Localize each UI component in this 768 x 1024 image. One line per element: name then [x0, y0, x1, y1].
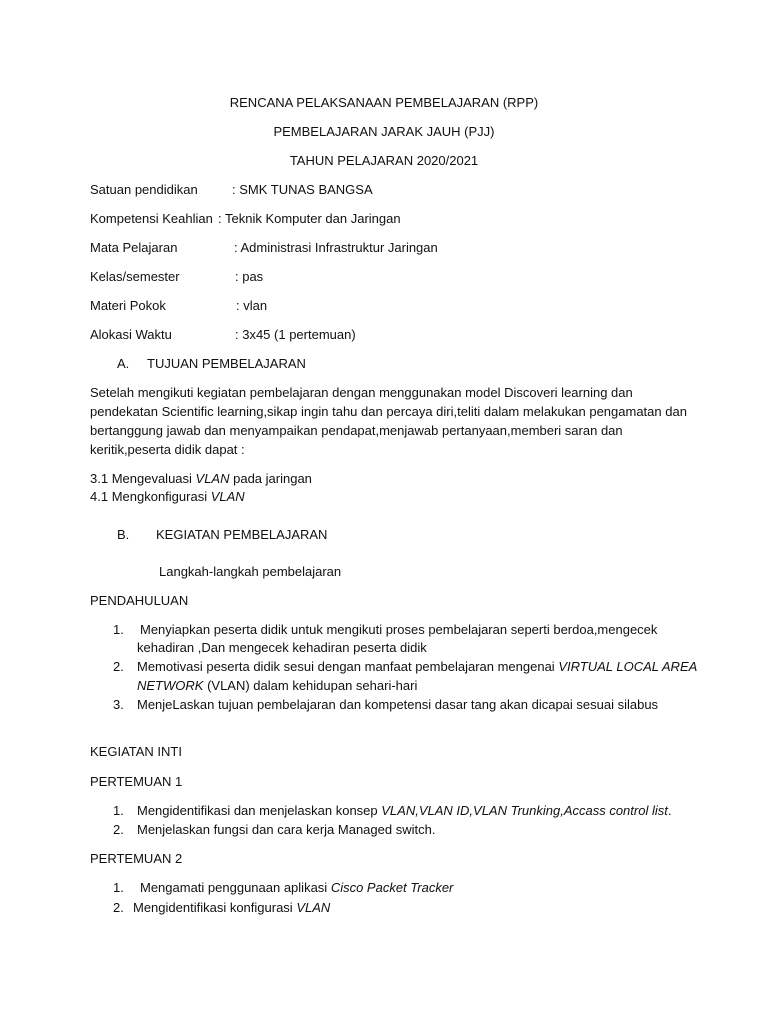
doc-title: RENCANA PELAKSANAAN PEMBELAJARAN (RPP) — [229, 95, 539, 110]
pendahuluan-heading: PENDAHULUAN — [90, 593, 189, 608]
doc-year: TAHUN PELAJARAN 2020/2021 — [289, 153, 479, 168]
paragraph-line: bertanggung jawab dan menyampaikan pendapat,menjawab pertanyaan,memberi saran dan — [90, 423, 623, 438]
competency-text: Mengkonfigurasi — [111, 489, 211, 504]
list-number: 3. — [113, 697, 124, 712]
list-item-italic: Cisco Packet Tracker — [330, 880, 454, 895]
identity-value: : SMK TUNAS BANGSA — [232, 182, 373, 197]
list-item-text: MenjeLaskan tujuan pembelajaran dan kompetensi dasar tang akan dicapai sesuai silabus — [137, 697, 659, 712]
list-item-text: Menjelaskan fungsi dan cara kerja Managed switch. — [137, 822, 436, 837]
paragraph-line: keritik,peserta didik dapat : — [90, 442, 245, 457]
list-number: 1. — [113, 803, 124, 818]
identity-label: Kelas/semester — [90, 269, 180, 284]
identity-label: Satuan pendidikan — [90, 182, 198, 197]
list-item-pre: Mengamati penggunaan aplikasi — [140, 880, 331, 895]
competency-italic: VLAN — [210, 489, 245, 504]
list-number: 1. — [113, 622, 124, 637]
identity-value: : Administrasi Infrastruktur Jaringan — [234, 240, 438, 255]
list-item-italic: VIRTUAL LOCAL AREA — [558, 659, 698, 674]
list-item-text — [137, 803, 671, 819]
list-item-rest: (VLAN) dalam kehidupan sehari-hari — [203, 678, 418, 693]
section-b-subtitle: Langkah-langkah pembelajaran — [159, 564, 342, 579]
doc-subtitle: PEMBELAJARAN JARAK JAUH (PJJ) — [273, 124, 495, 139]
list-number: 2. — [113, 659, 124, 674]
paragraph-line: Setelah mengikuti kegiatan pembelajaran dengan menggunakan model Discoveri learning dan — [90, 385, 633, 400]
competency-item — [90, 471, 312, 487]
competency-item — [90, 489, 245, 505]
competency-rest: pada jaringan — [229, 471, 312, 486]
list-item-text — [137, 678, 417, 694]
identity-label: Mata Pelajaran — [90, 240, 178, 255]
identity-value: : 3x45 (1 pertemuan) — [235, 327, 356, 342]
section-b-marker: B. — [117, 527, 130, 542]
kegiatan-inti-heading: KEGIATAN INTI — [90, 744, 182, 759]
competency-text: Mengevaluasi — [111, 471, 196, 486]
list-number: 2. — [113, 900, 124, 915]
competency-number: 3.1 — [90, 471, 109, 486]
list-item-italic: NETWORK — [137, 678, 204, 693]
list-item-pre: Mengidentifikasi dan menjelaskan konsep — [137, 803, 382, 818]
paragraph-line: pendekatan Scientific learning,sikap ingin tahu dan percaya diri,teliti dalam melakukan pengamatan dan — [90, 404, 687, 419]
identity-label: Alokasi Waktu — [90, 327, 172, 342]
section-b-title: KEGIATAN PEMBELAJARAN — [156, 527, 328, 542]
pertemuan-heading: PERTEMUAN 1 — [90, 774, 183, 789]
list-number: 2. — [113, 822, 124, 837]
competency-number: 4.1 — [90, 489, 109, 504]
list-item-pre: Memotivasi peserta didik sesui dengan manfaat pembelajaran mengenai — [137, 659, 559, 674]
identity-value: : Teknik Komputer dan Jaringan — [218, 211, 401, 226]
competency-italic: VLAN — [195, 471, 230, 486]
list-item-rest: . — [667, 803, 672, 818]
identity-value: : vlan — [236, 298, 268, 313]
section-a-title: TUJUAN PEMBELAJARAN — [147, 356, 306, 371]
list-item-italic: VLAN — [296, 900, 331, 915]
identity-label: Materi Pokok — [90, 298, 166, 313]
list-item-text — [133, 900, 330, 916]
list-number: 1. — [113, 880, 124, 895]
identity-value: : pas — [235, 269, 264, 284]
list-item-text: kehadiran ,Dan mengecek kehadiran peserta didik — [137, 640, 427, 655]
list-item-pre: Mengidentifikasi konfigurasi — [133, 900, 297, 915]
list-item-italic: VLAN,VLAN ID,VLAN Trunking,Accass control list — [381, 803, 668, 818]
identity-label: Kompetensi Keahlian — [90, 211, 213, 226]
list-item-text — [140, 880, 453, 896]
list-item-text: Menyiapkan peserta didik untuk mengikuti proses pembelajaran seperti berdoa,mengecek — [140, 622, 658, 637]
section-a-marker: A. — [117, 356, 130, 371]
pertemuan-heading: PERTEMUAN 2 — [90, 851, 183, 866]
list-item-text — [137, 659, 697, 675]
